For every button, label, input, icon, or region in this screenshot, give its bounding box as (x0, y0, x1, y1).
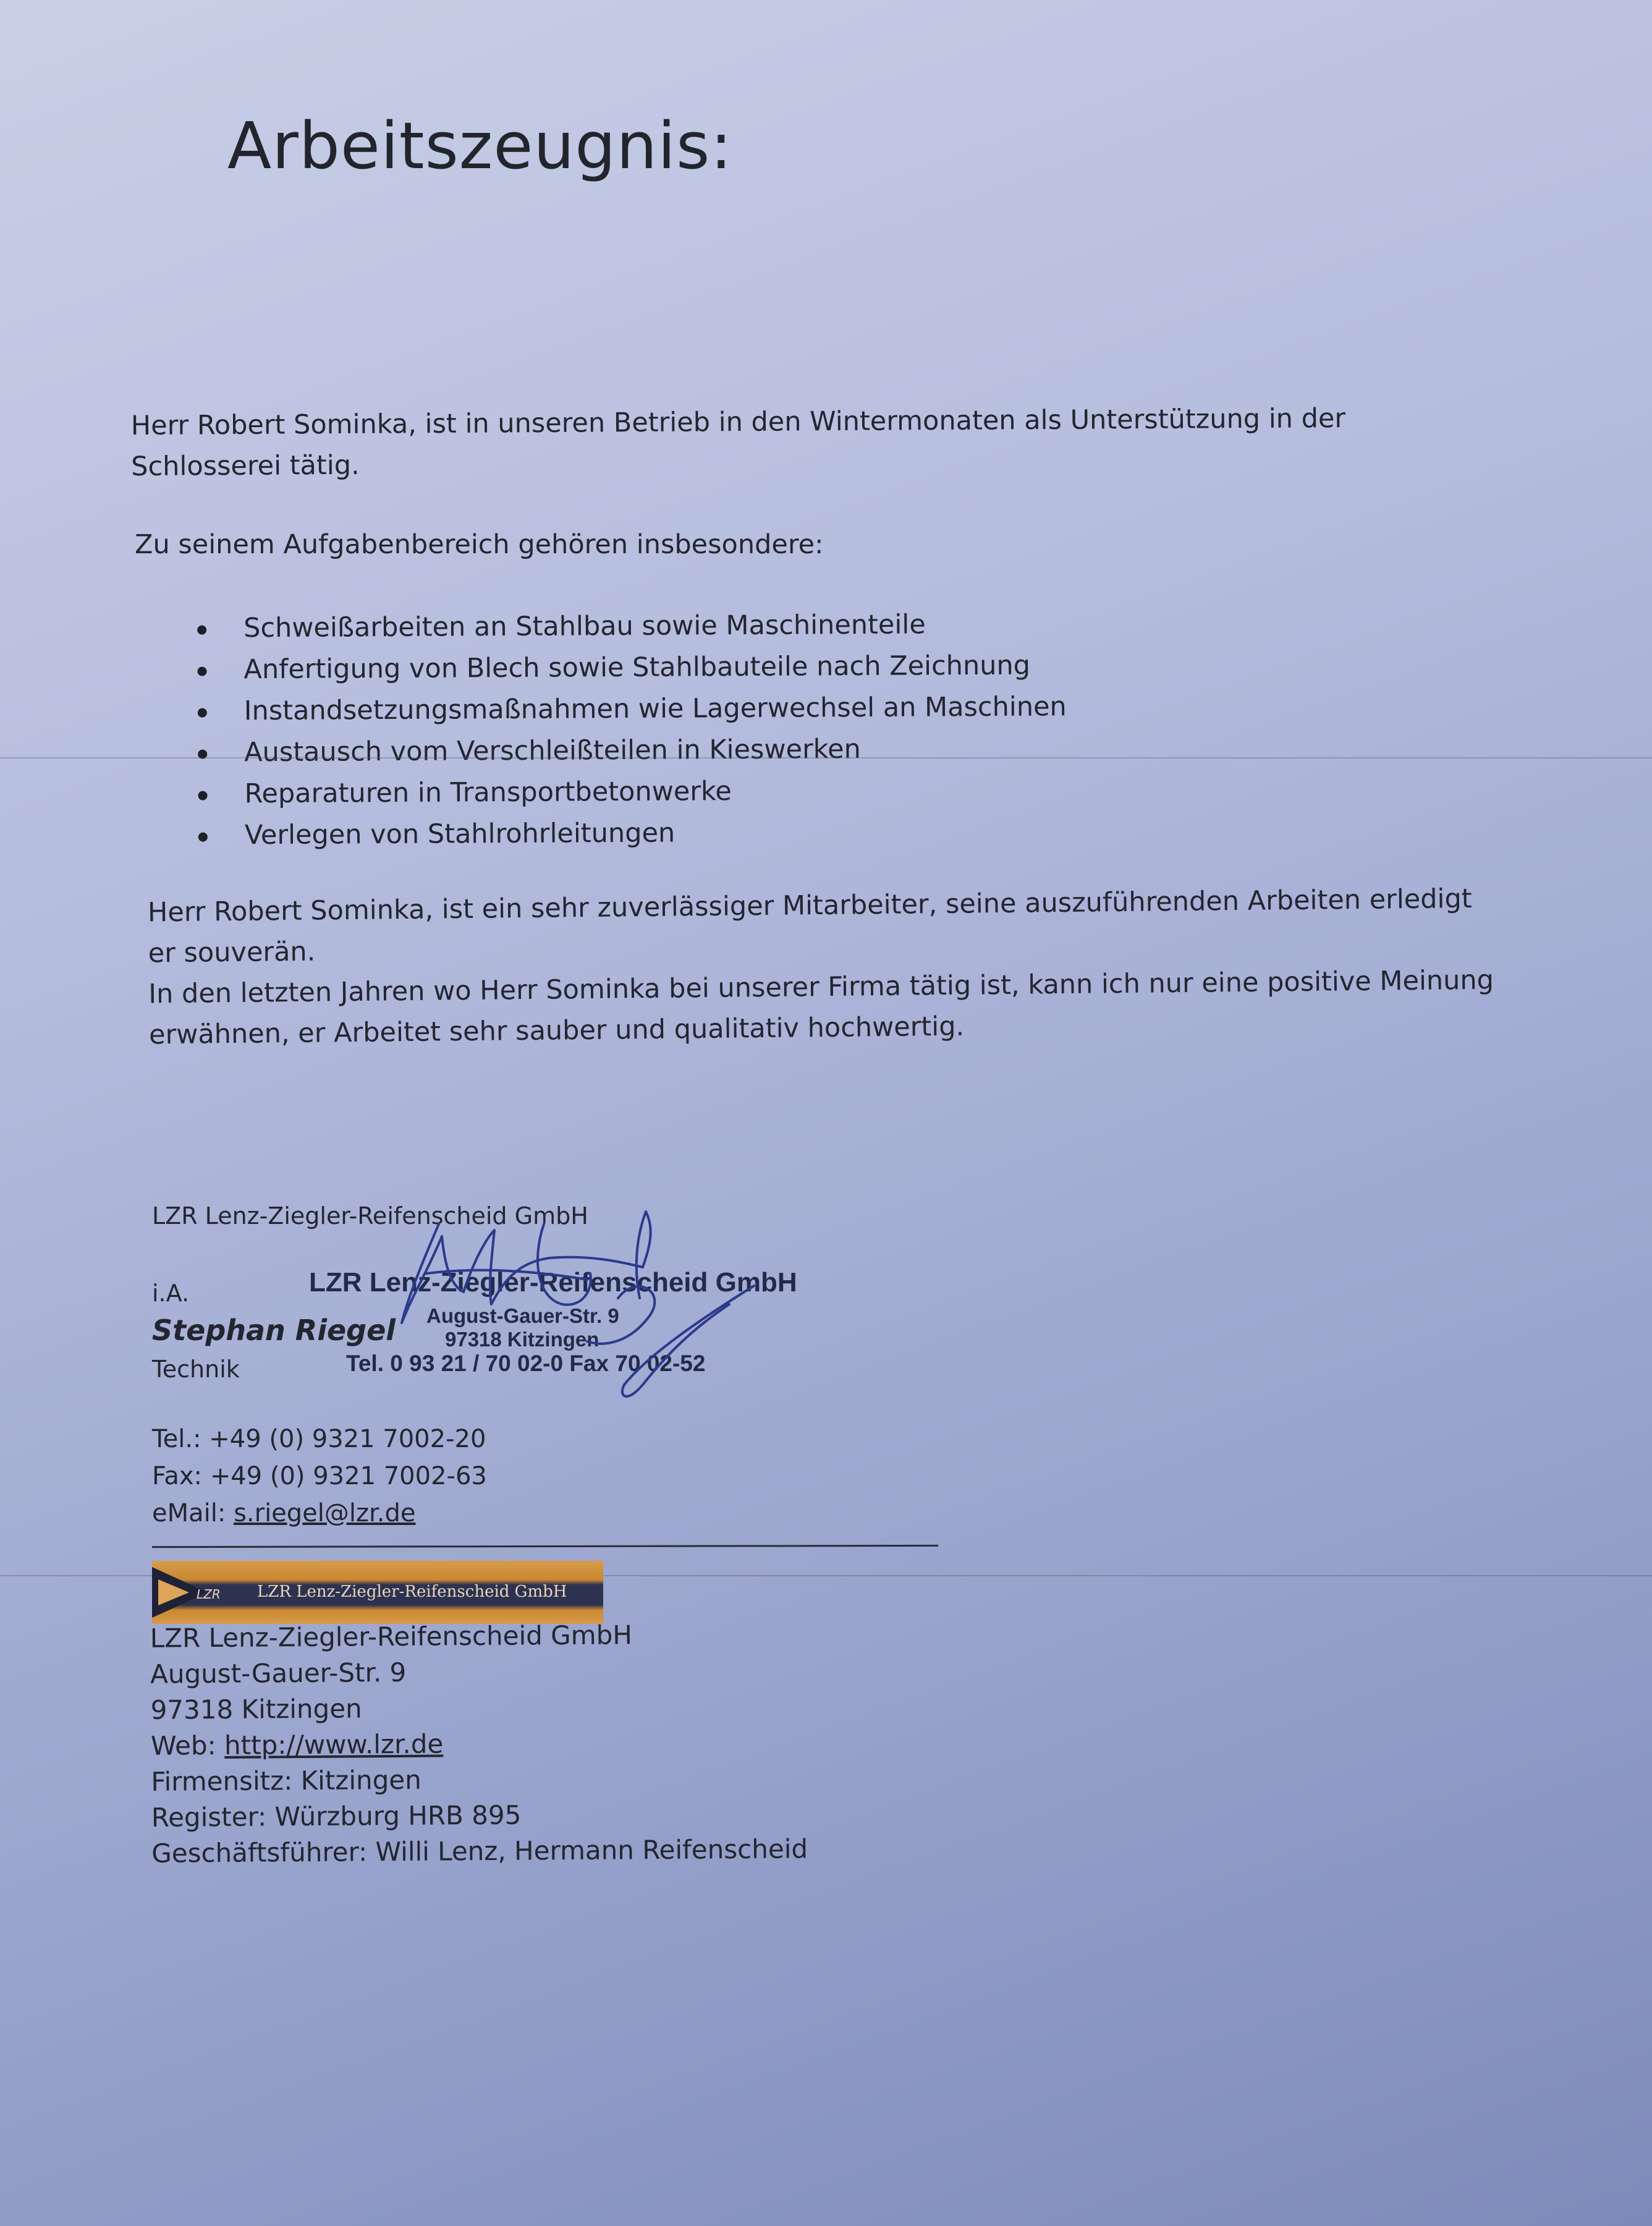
list-item: Verlegen von Stahlrohrleitungen (186, 810, 1067, 856)
signatory-department: Technik (152, 1356, 240, 1383)
company-footer (150, 1616, 808, 1871)
email-label: eMail: (152, 1499, 234, 1527)
assessment-line-2: er souverän. (148, 936, 316, 969)
intro-line-1: Herr Robert Sominka, ist in unseren Betrieb in den Wintermonaten als Unterstützung in der (130, 402, 1346, 442)
list-item: Reparaturen in Transportbetonwerke (185, 769, 1067, 815)
tasks-list (185, 603, 1067, 856)
company-banner (152, 1561, 603, 1624)
footer-managers: Geschäftsführer: Willi Lenz, Hermann Reifenscheid (151, 1833, 808, 1869)
email-link[interactable]: s.riegel@lzr.de (234, 1499, 416, 1527)
contact-tel: Tel.: +49 (0) 9321 7002-20 (152, 1425, 486, 1453)
footer-web-row (151, 1723, 807, 1764)
list-item: Austausch vom Verschleißteilen in Kieswerken (185, 728, 1067, 773)
contact-email-row (152, 1495, 487, 1532)
banner-mark: LZR (197, 1587, 221, 1602)
footer-company: LZR Lenz-Ziegler-Reifenscheid GmbH (150, 1620, 633, 1654)
stamp-phone: Tel. 0 93 21 / 70 02-0 Fax 70 02-52 (346, 1351, 706, 1376)
paper-fold-line (0, 757, 1652, 758)
assessment-line-1: Herr Robert Sominka, ist ein sehr zuverlässiger Mitarbeiter, seine auszuführenden Arbeiten erledigt (147, 883, 1472, 928)
list-item: Instandsetzungsmaßnahmen wie Lagerwechsel an Maschinen (185, 686, 1067, 732)
banner-text: LZR Lenz-Ziegler-Reifenscheid GmbH (257, 1582, 567, 1601)
assessment-line-3: In den letzten Jahren wo Herr Sominka bei unserer Firma tätig ist, kann ich nur eine positive Meinung (148, 964, 1494, 1010)
contact-details (152, 1421, 487, 1532)
tasks-heading: Zu seinem Aufgabenbereich gehören insbesondere: (135, 529, 824, 560)
intro-paragraph (131, 398, 1346, 487)
list-item: Anfertigung von Blech sowie Stahlbauteile nach Zeichnung (185, 645, 1066, 690)
assessment-line-4: erwähnen, er Arbeitet sehr sauber und qualitativ hochwertig. (148, 1011, 965, 1051)
list-item: Schweißarbeiten an Stahlbau sowie Maschinenteile (185, 603, 1066, 649)
signatory-ia: i.A. (152, 1280, 190, 1307)
footer-street: August-Gauer-Str. 9 (150, 1657, 407, 1689)
web-label: Web: (150, 1730, 225, 1761)
signatory-company: LZR Lenz-Ziegler-Reifenscheid GmbH (152, 1202, 588, 1230)
web-link[interactable]: http://www.lzr.de (224, 1728, 444, 1761)
stamp-street: August-Gauer-Str. 9 (426, 1304, 619, 1327)
assessment-paragraph (148, 878, 1494, 1056)
stamp-city: 97318 Kitzingen (445, 1328, 599, 1351)
stamp-company: LZR Lenz-Ziegler-Reifenscheid GmbH (309, 1267, 797, 1298)
signature-divider (152, 1545, 938, 1548)
handwritten-signature (383, 1199, 766, 1422)
intro-line-2: Schlosserei tätig. (131, 449, 360, 483)
document-title: Arbeitszeugnis: (227, 108, 733, 184)
contact-fax: Fax: +49 (0) 9321 7002-63 (152, 1462, 487, 1490)
signatory-name: Stephan Riegel (152, 1314, 396, 1347)
footer-register: Register: Würzburg HRB 895 (151, 1799, 522, 1833)
footer-seat: Firmensitz: Kitzingen (151, 1764, 421, 1797)
footer-city: 97318 Kitzingen (150, 1693, 362, 1725)
